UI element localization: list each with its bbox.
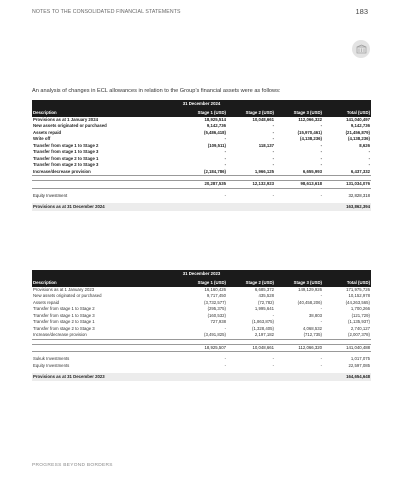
table-cell: 9,142,736 — [350, 123, 370, 128]
table-cell: (295,375) — [207, 306, 226, 311]
table-cell: - — [272, 149, 274, 154]
column-header: Total (USD) — [323, 279, 371, 287]
row-label: Transfer from stage 1 to Stage 2 — [33, 142, 99, 148]
table-cell: (2,184,786) — [155, 169, 227, 176]
table-cell: 2,197,182 — [227, 332, 275, 339]
table-cell: - — [272, 129, 274, 135]
table-cell: - — [368, 162, 370, 167]
table-cell: - — [320, 319, 322, 324]
table-cell: - — [224, 162, 226, 167]
table-cell: (21,456,879) — [345, 129, 370, 135]
table-cell: - — [272, 192, 274, 198]
footer-text: PROGRESS BEYOND BORDERS — [32, 463, 113, 468]
table-cell: 118,137 — [258, 142, 274, 148]
table-cell: (3,732,577) — [204, 299, 226, 305]
table-cell: - — [224, 149, 226, 154]
period-band: 31 December 2023 — [32, 270, 371, 279]
table-cell: (15,970,461) — [297, 129, 322, 135]
table-cell: - — [272, 362, 274, 368]
intro-text: An analysis of changes in ECL allowances in relation to the Group’s financial assets were as follows: — [32, 88, 281, 94]
ecl-table-2024 — [32, 100, 371, 211]
table-cell: - — [272, 312, 274, 318]
row-label: Transfer from stage 2 to Stage 1 — [33, 155, 99, 161]
table-cell: 10,152,978 — [348, 293, 370, 298]
row-label: Assets repaid — [33, 299, 60, 305]
row-label: Sukuk Investments — [33, 356, 70, 361]
table-cell: 2,740,127 — [350, 325, 370, 331]
row-label: Write off — [33, 136, 51, 141]
table-cell: (5,486,418) — [204, 129, 226, 135]
row-label: New assets originated or purchased — [33, 293, 102, 298]
table-cell: (1,135,937) — [348, 319, 370, 324]
grand-total-label: Provisions as at 31 December 2024 — [32, 203, 155, 211]
total-row — [32, 344, 371, 352]
table-cell: 32,828,318 — [348, 192, 370, 198]
table-row — [32, 169, 371, 176]
table-cell: 4,068,532 — [302, 325, 322, 331]
table-cell: - — [224, 356, 226, 361]
column-header: Description — [32, 279, 155, 287]
row-label: Transfer from stage 1 to Stage 3 — [33, 312, 95, 318]
column-header: Description — [32, 109, 155, 117]
table-cell: (1,328,405) — [252, 325, 274, 331]
table-cell: 1,700,266 — [350, 306, 370, 311]
table-cell: 1,995,641 — [254, 306, 274, 311]
column-header: Stage 2 (USD) — [227, 109, 275, 117]
table-cell: (121,729) — [351, 312, 370, 318]
period-band: 31 December 2024 — [32, 100, 371, 109]
total-row — [32, 181, 371, 189]
table-cell: - — [224, 155, 226, 161]
table-cell: 10,048,661 — [227, 344, 275, 352]
page-number: 183 — [355, 7, 368, 16]
table-cell: 112,066,320 — [275, 344, 323, 352]
table-cell: - — [272, 123, 274, 128]
ecl-table-2023 — [32, 270, 371, 381]
column-header: Stage 1 (USD) — [155, 109, 227, 117]
row-label: Provisions as at 1 January 2023 — [33, 286, 95, 292]
row-label: Transfer from stage 2 to Stage 1 — [33, 319, 95, 324]
column-header-row — [32, 279, 371, 287]
table-cell: - — [224, 325, 226, 331]
table-cell: 22,597,085 — [348, 362, 370, 368]
table-cell: (40,458,206) — [297, 299, 322, 305]
table-cell: 171,975,726 — [346, 286, 370, 292]
table-cell: 112,066,322 — [298, 116, 322, 122]
table-cell: 12,132,923 — [227, 181, 275, 189]
table-cell: - — [320, 149, 322, 154]
column-header-row — [32, 109, 371, 117]
table-cell: (1,863,875) — [252, 319, 274, 324]
table-cell: 727,938 — [210, 319, 226, 324]
table-cell: 6,437,332 — [323, 169, 371, 176]
table-cell: 141,040,488 — [323, 344, 371, 352]
row-label: Equity Investments — [33, 362, 70, 368]
table-cell: (109,511) — [207, 142, 226, 148]
column-header: Stage 1 (USD) — [155, 279, 227, 287]
table-cell: - — [320, 293, 322, 298]
table-cell: - — [320, 142, 322, 148]
table-cell: - — [272, 136, 274, 141]
table-cell: - — [272, 356, 274, 361]
row-label: Increase/decrease provision — [32, 169, 155, 176]
table-cell: (4,138,236) — [300, 136, 322, 141]
grand-total-value: 164,654,648 — [323, 373, 371, 381]
table-cell: - — [320, 123, 322, 128]
table-cell: 149,129,926 — [298, 286, 322, 292]
row-label: Transfer from stage 2 to Stage 3 — [33, 162, 99, 167]
table-cell: - — [320, 306, 322, 311]
table-cell: 98,613,618 — [275, 181, 323, 189]
row-label: Provisions as at 1 January 2024 — [33, 116, 98, 122]
table-cell: - — [320, 162, 322, 167]
row-label: Transfer from stage 1 to Stage 2 — [33, 306, 95, 311]
row-label: Transfer from stage 2 to Stage 3 — [33, 325, 95, 331]
table-cell: 9,717,450 — [206, 293, 226, 298]
column-header: Total (USD) — [323, 109, 371, 117]
table-cell: (44,263,565) — [345, 299, 370, 305]
table-cell: - — [320, 192, 322, 198]
column-header: Stage 3 (USD) — [275, 279, 323, 287]
table-cell: (2,007,378) — [323, 332, 371, 339]
table-cell: 141,040,497 — [346, 116, 370, 122]
running-header: NOTES TO THE CONSOLIDATED FINANCIAL STATEMENTS — [32, 9, 181, 15]
table-cell: 6,685,372 — [254, 286, 274, 292]
row-label: Transfer from stage 1 to Stage 3 — [33, 149, 99, 154]
table-cell: 1,966,125 — [227, 169, 275, 176]
table-cell: - — [272, 162, 274, 167]
table-cell: - — [320, 155, 322, 161]
table-cell: 38,803 — [308, 312, 322, 318]
row-label: Equity Investment — [33, 192, 68, 198]
row-label: Increase/decrease provision — [32, 332, 155, 339]
table-cell: 16,160,426 — [204, 286, 226, 292]
table-cell: 10,048,661 — [252, 116, 274, 122]
table-cell: (3,491,825) — [155, 332, 227, 339]
table-cell: 18,925,514 — [204, 116, 226, 122]
grand-total-row — [32, 203, 371, 211]
table-cell: 6,655,993 — [275, 169, 323, 176]
row-label: New assets originated or purchased — [33, 123, 107, 128]
table-cell: - — [272, 155, 274, 161]
table-cell: 131,034,076 — [323, 181, 371, 189]
grand-total-row — [32, 373, 371, 381]
row-label: Assets repaid — [33, 129, 62, 135]
table-cell: - — [320, 356, 322, 361]
grand-total-label: Provisions as at 31 December 2023 — [32, 373, 155, 381]
column-header: Stage 2 (USD) — [227, 279, 275, 287]
table-cell: 9,142,736 — [206, 123, 226, 128]
table-cell: (72,782) — [257, 299, 274, 305]
table-cell: - — [368, 149, 370, 154]
table-cell: (4,138,236) — [348, 136, 370, 141]
table-cell: 8,626 — [359, 142, 370, 148]
logo-icon — [352, 40, 370, 58]
table-cell: (160,532) — [207, 312, 226, 318]
column-header: Stage 3 (USD) — [275, 109, 323, 117]
table-cell: 435,528 — [258, 293, 274, 298]
table-cell: - — [224, 362, 226, 368]
table-row — [32, 332, 371, 339]
table-cell: 20,287,535 — [155, 181, 227, 189]
grand-total-value: 163,862,394 — [323, 203, 371, 211]
table-cell: (712,735) — [275, 332, 323, 339]
table-cell: - — [320, 362, 322, 368]
table-cell: 18,925,507 — [155, 344, 227, 352]
table-cell: - — [368, 155, 370, 161]
table-cell: - — [224, 192, 226, 198]
table-cell: - — [224, 136, 226, 141]
table-cell: 1,017,075 — [350, 356, 370, 361]
